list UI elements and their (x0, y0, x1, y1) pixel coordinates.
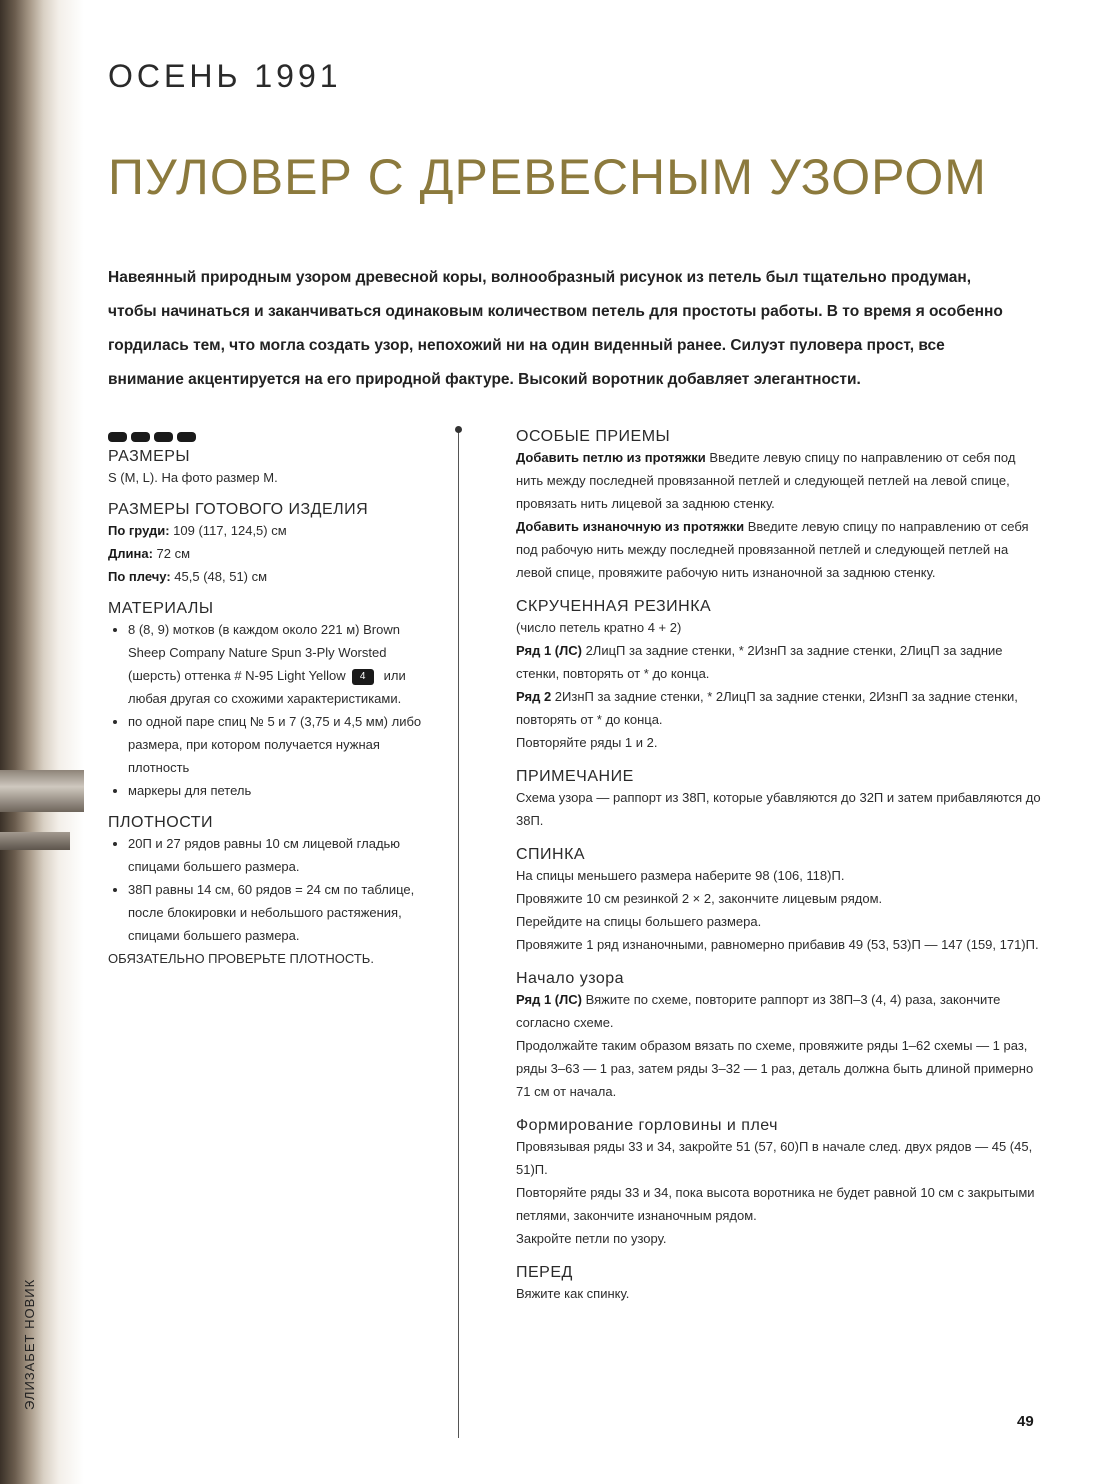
photo-railing-bar-lower (0, 832, 70, 850)
material-yarn: • 8 (8, 9) мотков (в каждом около 221 м) Brown Sheep Company Nature Spun 3-Ply Worsted (шерсть) оттенка # N-95 Light Yellow 4 или любая другая со схожими характеристиками. (128, 618, 438, 710)
finished-sizes-heading: РАЗМЕРЫ ГОТОВОГО ИЗДЕЛИЯ (108, 501, 369, 518)
skill-level-icon (108, 432, 438, 442)
sizes-heading: РАЗМЕРЫ (108, 448, 191, 465)
special-heading: ОСОБЫЕ ПРИЕМЫ (516, 428, 671, 445)
pattern-start-section (516, 970, 1046, 1103)
gauge-item: • 38П равны 14 см, 60 рядов = 24 см по таблице, после блокировки и небольшого растяжения, спицами большего размера. (128, 878, 438, 947)
technique-1: Добавить петлю из протяжки Введите левую спицу по направлению от себя под нить между последней провязанной петлей и следующей петлей на левой спице, провязать нить лицевой за заднюю стенку. (516, 450, 1016, 511)
gauge-heading: ПЛОТНОСТИ (108, 814, 214, 831)
back-step: Провяжите 10 см резинкой 2 × 2, закончите лицевым рядом. (516, 891, 883, 906)
note-section (516, 768, 1046, 832)
gauge-section (108, 814, 438, 970)
twisted-row-2: Ряд 2 2ИзнП за задние стенки, * 2ЛицП за задние стенки, 2ИзнП за задние стенки, повторять от * до конца. (516, 689, 1018, 727)
chest-measure: По груди: 109 (117, 124,5) см (108, 523, 287, 538)
sizes-section (108, 448, 438, 489)
pattern-continue: Продолжайте таким образом вязать по схеме, провяжите ряды 1–62 схемы — 1 раз, ряды 3–63 — 1 раз, затем ряды 3–32 — 1 раз, деталь должна быть длиной примерно 71 см от начала. (516, 1038, 1034, 1099)
sizes-text: S (M, L). На фото размер M. (108, 470, 278, 485)
neck-step: Повторяйте ряды 33 и 34, пока высота воротника не будет равной 10 см с закрытыми петлями, закончите изнаночным рядом. (516, 1185, 1035, 1223)
author-side-label: ЭЛИЗАБЕТ НОВИК (22, 1278, 37, 1410)
photo-edge-strip (0, 0, 84, 1484)
column-divider-dot (455, 426, 462, 433)
yarn-weight-icon: 4 (352, 669, 374, 685)
special-techniques-section (516, 428, 1046, 584)
back-step: На спицы меньшего размера наберите 98 (106, 118)П. (516, 868, 845, 883)
materials-section (108, 600, 438, 802)
technique-2: Добавить изнаночную из протяжки Введите левую спицу по направлению от себя под рабочую нить между последней провязанной петлей и следующей петлей на левой спице, провяжите рабочую нить изнаночной за заднюю стенку. (516, 519, 1029, 580)
twisted-rib-section (516, 598, 1046, 754)
material-markers: • маркеры для петель (128, 779, 438, 802)
page-number: 49 (1017, 1413, 1034, 1430)
front-heading: ПЕРЕД (516, 1264, 573, 1281)
left-column (108, 428, 438, 982)
note-text: Схема узора — раппорт из 38П, которые убавляются до 32П и затем прибавляются до 38П. (516, 790, 1041, 828)
right-column (516, 428, 1046, 1319)
pattern-heading: Начало узора (516, 970, 625, 987)
neck-step: Провязывая ряды 33 и 34, закройте 51 (57, 60)П в начале след. двух рядов — 45 (45, 51)П. (516, 1139, 1033, 1177)
page-title: ПУЛОВЕР С ДРЕВЕСНЫМ УЗОРОМ (108, 149, 987, 205)
neck-step: Закройте петли по узору. (516, 1231, 667, 1246)
twisted-multiple: (число петель кратно 4 + 2) (516, 620, 682, 635)
twisted-repeat: Повторяйте ряды 1 и 2. (516, 735, 658, 750)
gauge-check: ОБЯЗАТЕЛЬНО ПРОВЕРЬТЕ ПЛОТНОСТЬ. (108, 951, 374, 966)
materials-heading: МАТЕРИАЛЫ (108, 600, 214, 617)
back-step: Провяжите 1 ряд изнаночными, равномерно прибавив 49 (53, 53)П — 147 (159, 171)П. (516, 937, 1039, 952)
note-heading: ПРИМЕЧАНИЕ (516, 768, 634, 785)
photo-railing-bar (0, 770, 84, 812)
neck-shaping-section (516, 1117, 1046, 1250)
back-heading: СПИНКА (516, 846, 586, 863)
back-section (516, 846, 1046, 956)
neck-heading: Формирование горловины и плеч (516, 1117, 778, 1134)
front-text: Вяжите как спинку. (516, 1286, 630, 1301)
finished-sizes-section (108, 501, 438, 588)
column-divider (458, 428, 459, 1438)
twisted-rib-heading: СКРУЧЕННАЯ РЕЗИНКА (516, 598, 712, 615)
twisted-row-1: Ряд 1 (ЛС) 2ЛицП за задние стенки, * 2ИзнП за задние стенки, 2ЛицП за задние стенки, повторять от * до конца. (516, 643, 1003, 681)
length-measure: Длина: 72 см (108, 546, 191, 561)
gauge-item: • 20П и 27 рядов равны 10 см лицевой гладью спицами большего размера. (128, 832, 438, 878)
season-label: ОСЕНЬ 1991 (108, 58, 342, 94)
back-step: Перейдите на спицы большего размера. (516, 914, 762, 929)
shoulder-measure: По плечу: 45,5 (48, 51) см (108, 569, 268, 584)
pattern-row-1: Ряд 1 (ЛС) Вяжите по схеме, повторите раппорт из 38П–3 (4, 4) раза, закончите согласно схеме. (516, 992, 1001, 1030)
material-needles: • по одной паре спиц № 5 и 7 (3,75 и 4,5 мм) либо размера, при котором получается нужная плотность (128, 710, 438, 779)
front-section (516, 1264, 1046, 1305)
intro-paragraph: Навеянный природным узором древесной коры, волнообразный рисунок из петель был тщательно продуман, чтобы начинаться и заканчиваться одинаковым количеством петель для простоты работы. В то время я особенно гордилась тем, что могла создать узор, непохожий ни на один виденный ранее. Силуэт пуловера прост, все внимание акцентируется на его природной фактуре. Высокий воротник добавляет элегантности. (108, 268, 1003, 388)
